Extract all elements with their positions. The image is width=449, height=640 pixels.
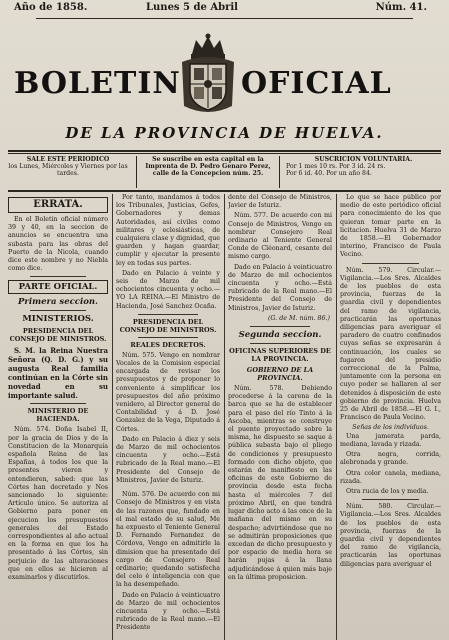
issue-date: Lunes 5 de Abril xyxy=(146,2,238,13)
masthead-rule xyxy=(8,150,441,152)
law-signature: Dado en Palacio á veinte y seis de Marzo de mil ochocientos cincuenta y ocho.—YO LA REINA.—El Ministro de Hacienda, José Sanchez Ocaña. xyxy=(116,269,220,310)
issue-number: Núm. 41. xyxy=(375,2,427,13)
second-section-heading: Segunda seccion. xyxy=(238,330,322,341)
decree-577: Núm. 577. De acuerdo con mi Consejo de Ministros, Vengo en nombrar Consejero Real ordinario al Teniente General Conde de Cléonard, cesante del mismo cargo. xyxy=(228,212,332,261)
finance-ministry-heading: MINISTERIO DE HACIENDA. xyxy=(27,407,89,424)
publication-info-bar xyxy=(8,153,441,192)
column-2 xyxy=(116,194,220,640)
column-3 xyxy=(228,194,332,640)
descriptions-heading: Señas de los individuos. xyxy=(352,424,429,432)
column-4 xyxy=(340,194,441,640)
gazette-reference: (G. de M. núm. 86.) xyxy=(267,314,330,322)
description-item: Otra color canela, mediana, rizada. xyxy=(340,469,441,485)
royal-coat-of-arms-icon xyxy=(176,32,240,118)
description-item: Una jamerata parda, mediana, lavada y rizada. xyxy=(340,432,441,448)
decree-579: Núm. 579. Circular.—Vigilancia.—Los Sres. Alcaldes de los pueblos de esta provincia, fuerzas de la guardia civil y dependientes del ramo de vigilancia, practicarán las oportunas diligencias para averiguar el paradero de cuatro confinados cuyas señas se expresarán á continuación, los cuales se fugaron del presidio correccional de la Palma, juntamente con la persona en cuyo poder se hallaren al ser detenidos á disposición de este gobierno de provincia. Huelva 25 de Abril de 1858.—El G. I., Francisco de Paula Vecino. xyxy=(340,266,441,422)
issue-header xyxy=(14,2,435,16)
publication-schedule: SALE ESTE PERIÓDICO los Lunes, Miércoles y Viernes por las tardes. xyxy=(8,156,128,178)
column-divider xyxy=(224,194,225,640)
offices-heading: OFICINAS SUPERIORES DE LA PROVINCIA. xyxy=(229,347,331,364)
masthead-title-left: BOLETIN xyxy=(14,66,181,101)
queen-notice: S. M. la Reina Nuestra Señora (Q. D. G.) y su augusta Real familia continúan en la Córte sin novedad en su importante salud. xyxy=(8,346,108,401)
description-item: Otra rucia de los y media. xyxy=(346,487,429,495)
auction-notice-closing: Lo que se hace público por medio de este periódico oficial para conocimiento de los que quieran tomar parte en la licitacion. Huelva 31 de Marzo de 1858.—El Gobernador interino, Francisco de Paula Vecino. xyxy=(340,194,441,259)
official-heading: PARTE OFICIAL. xyxy=(8,280,108,294)
decree-578: Núm. 578. Debiendo procederse á la carena de la barca que se ha de establecer para el paso del río Tinto á la Ascoba, mientras se construye el puente proyectado sobre la misma, he dispuesto se saque á pública subasta bajo el pliego de condiciones y presupuesto formado con dicho objeto, que estarán de manifiesto en las oficinas de este Gobierno de provincia desde esta fecha hasta el miércoles 7 del próximo Abril, en que tendrá lugar dicho acto á las once de la mañana del mismo en su despacho; advirtiéndose que no se admitirán proposiciones que excedan de dicho presupuesto y por espacio de media hora se harán pujas á la llana adjudicándose á quien más baje en la última proposicion. xyxy=(228,385,332,581)
masthead-title-right: OFICIAL xyxy=(241,66,392,101)
royal-decrees-heading: REALES DECRETOS. xyxy=(130,340,206,349)
subscription-prices: SUSCRICION VOLUNTARIA. Por 1 mes 10 rs. Por 3 id. 24 rs. Por 6 id. 40. Por un año 84. xyxy=(286,156,413,178)
decree-continuation: dente del Consejo de Ministros, Javier de Isturiz. xyxy=(228,194,332,210)
errata-heading: ERRATA. xyxy=(8,197,108,213)
errata-text: En el Boletin oficial número 39 y 40, en la seccion de anuncios se encuentra una subasta para las obras del Puerto de la Nicola, cuando dice este nombre y no Niebla como dice. xyxy=(8,216,108,273)
decree-575-signature: Dado en Palacio á diez y seis de Marzo de mil ochocientos cincuenta y ocho.—Está rubricado de la Real mano.—El Presidente del Consejo de Ministros, Javier de Isturiz. xyxy=(116,435,220,484)
masthead-subtitle: DE LA PROVINCIA DE HUELVA. xyxy=(65,124,384,142)
masthead xyxy=(0,28,449,128)
decree-577-signature: Dado en Palacio á veinticuatro de Marzo de mil ochocientos cincuenta y ocho.—Está rubricado de la Real mano.—El Presidente del Consejo de Ministros, Javier de Isturiz. xyxy=(228,263,332,312)
column-divider xyxy=(112,194,113,640)
column-divider xyxy=(336,194,337,640)
decree-576-signature: Dado en Palacio á veinticuatro de Marzo de mil ochocientos cincuenta y ocho.—Está rubricado de la Real mano.—El Presidente xyxy=(116,591,220,632)
law-text: Por tanto, mandamos á todos los Tribunales, Justicias, Gefes, Gobernadores y demas Autoridades, así civiles como militares y eclesiásticas, de cualquiera clase y dignidad, que guarden y hagan guardar, cumplir y ejecutar la presente ley en todas sus partes. xyxy=(116,194,220,267)
decree-580: Núm. 580. Circular.—Vigilancia.—Los Sres. Alcaldes de los pueblos de esta provincia, fuerzas de la guardia civil y dependientes del ramo de vigilancia, practicarán las oportunas diligencias para averiguar el xyxy=(340,503,441,568)
subscription-info: Se suscribe en esta capital en la Imprenta de D. Pedro Genaro Perez, calle de la Concepcion núm. 25. xyxy=(136,156,280,188)
description-item: Otra negra, corrida, alebronada y grande. xyxy=(340,451,441,467)
issue-year: Año de 1858. xyxy=(14,2,88,13)
province-government-heading: GOBIERNO DE LA PROVINCIA. xyxy=(246,366,314,383)
council-heading: PRESIDENCIA DEL CONSEJO DE MINISTROS. xyxy=(9,327,107,344)
council-heading-2: PRESIDENCIA DEL CONSEJO DE MINISTROS. xyxy=(119,317,217,334)
first-section-heading: Primera seccion. xyxy=(17,297,99,308)
ministries-heading: MINISTERIOS. xyxy=(22,314,94,325)
decree-576: Núm. 576. De acuerdo con mi Consejo de Ministros y en vista de las razones que, fundado en el mal estado de su salud, Me ha expuesto el Teniente General D. Fernando Fernandez de Córdova, Vengo en admitirle la dimision que ha presentado del cargo de Consejero Real ordinario; quedando satisfecha del celo é inteligencia con que la ha desempeñado. xyxy=(116,491,220,589)
decree-575: Núm. 575. Vengo en nombrar Vocales de la Comision especial encargada de revisar los presupuestos y de proponer lo conveniente á simplificar los presupuestos del año próximo venidero, al Director general de Contabilidad y á D. José Gonzalez de la Vega, Diputado á Córtes. xyxy=(116,351,220,433)
finance-decree-text: Núm. 574. Doña Isabel II, por la gracia de Dios y de la Constitucion de la Monarquía española Reina de las Españas, á todos los que la presentes vieren y entendieren, sabed: que las Córtes han decretado y Nos sancionado lo siguiente: Artículo único. Se autoriza al Gobierno para poner en ejecucion los presupuestos generales del Estado correspondientes al año actual en la forma en que los ha presentado á las Córtes, sin perjuicio de las alteraciones que en ellos se hicieren al examinarlos y discutirlos. xyxy=(8,426,108,582)
header-rule xyxy=(36,18,413,19)
column-1 xyxy=(8,194,108,640)
